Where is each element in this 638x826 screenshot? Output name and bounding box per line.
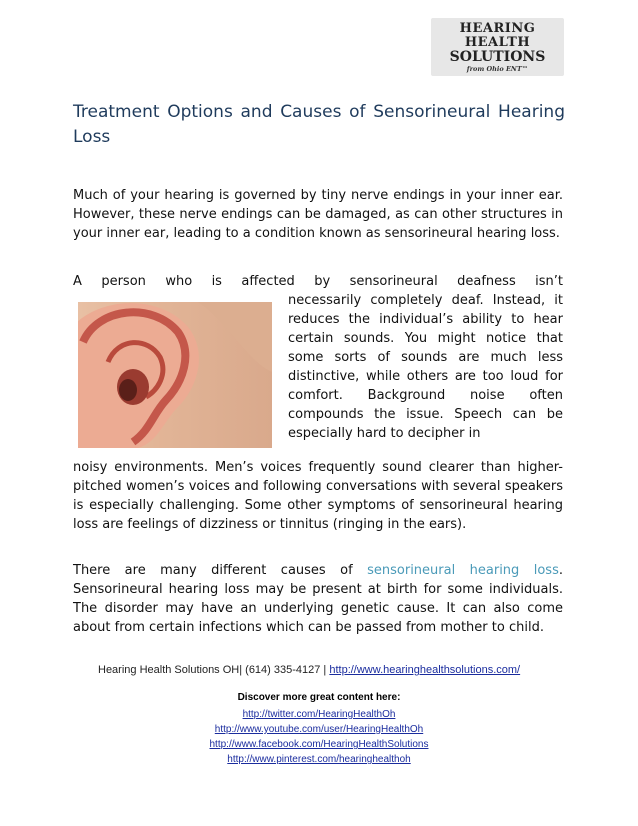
logo-line-1: HEARING bbox=[459, 21, 536, 36]
footer-contact bbox=[98, 664, 520, 676]
causes-paragraph bbox=[73, 561, 563, 637]
pinterest-link[interactable]: http://www.pinterest.com/hearinghealthoh bbox=[227, 754, 411, 765]
logo-tagline: from Ohio ENT™ bbox=[466, 65, 529, 73]
intro-paragraph: Much of your hearing is governed by tiny nerve endings in your inner ear. However, these nerve endings can be damaged, as can other structures in your inner ear, leading to a condition known as sensorineural hearing loss. bbox=[73, 188, 563, 241]
paragraph-2-first-line: A person who is affected by sensorineural deafness isn’t bbox=[73, 274, 563, 289]
logo-line-2: HEALTH bbox=[464, 35, 531, 50]
paragraph-2-continued: noisy environments. Men’s voices frequently sound clearer than higher-pitched women’s voices and following conversations with several speakers is especially challenging. Some other symptoms of sensorineural hearing loss are feelings of dizziness or tinnitus (ringing in the ears). bbox=[73, 460, 563, 532]
paragraph-2-beside-image: necessarily completely deaf. Instead, it reduces the individual’s ability to hear certain sounds. You might notice that some sorts of sounds are much less distinctive, while others are too loud for comfort. Background noise often compounds the issue. Speech can be especially hard to decipher in bbox=[288, 293, 563, 441]
page-title: Treatment Options and Causes of Sensorineural Hearing Loss bbox=[73, 102, 565, 147]
causes-text-end: . Sensorineural hearing loss may be present at birth for some individuals. The disorder may have an underlying genetic cause. It can also come about from certain infections which can be passed from mother to child. bbox=[73, 563, 563, 635]
sensorineural-hearing-loss-link[interactable]: sensorineural hearing loss bbox=[367, 563, 559, 578]
company-logo bbox=[431, 18, 564, 76]
twitter-link[interactable]: http://twitter.com/HearingHealthOh bbox=[242, 709, 396, 720]
social-links bbox=[0, 707, 638, 767]
logo-line-3: SOLUTIONS bbox=[449, 49, 546, 65]
youtube-link[interactable]: http://www.youtube.com/user/HearingHealthOh bbox=[214, 724, 424, 735]
discover-heading: Discover more great content here: bbox=[237, 692, 401, 703]
website-link[interactable]: http://www.hearinghealthsolutions.com/ bbox=[329, 664, 521, 676]
footer-company: Hearing Health Solutions OH| (614) 335-4127 | bbox=[98, 664, 330, 676]
ear-photo bbox=[78, 302, 272, 448]
facebook-link[interactable]: http://www.facebook.com/HearingHealthSolutions bbox=[209, 739, 429, 750]
causes-text-start: There are many different causes of bbox=[73, 563, 368, 578]
